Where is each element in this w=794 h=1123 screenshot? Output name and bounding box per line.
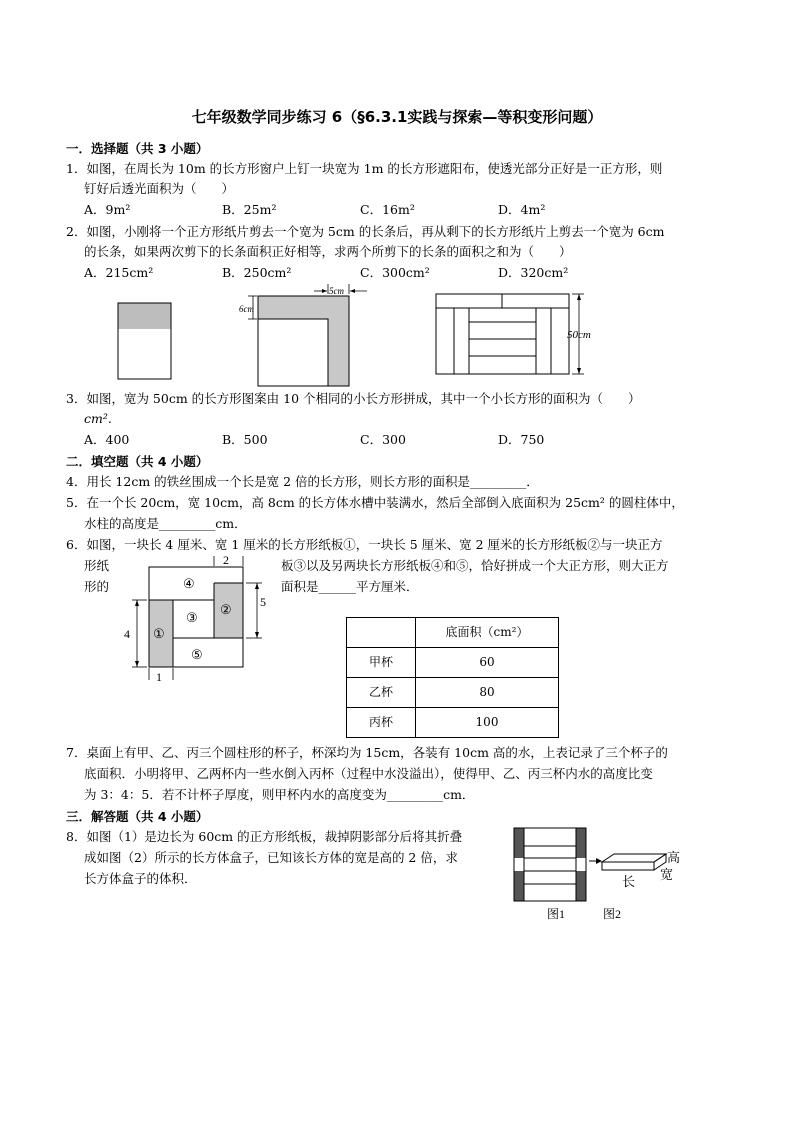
table-row bbox=[347, 618, 559, 648]
table-cell: 甲杯 bbox=[347, 648, 416, 678]
table-cell: 100 bbox=[416, 708, 559, 738]
figures-row bbox=[110, 282, 600, 388]
q6-left3: 形的 bbox=[84, 579, 110, 594]
table-row bbox=[347, 648, 559, 678]
section-choice-heading: 一．选择题（共 3 小题） bbox=[66, 141, 209, 156]
square-cut-figure bbox=[239, 284, 367, 386]
q6-right3: 面积是______平方厘米． bbox=[281, 579, 419, 594]
window-figure bbox=[118, 303, 171, 379]
piece-1-label: ① bbox=[153, 626, 165, 641]
dim-4: 4 bbox=[124, 627, 130, 641]
q3-option-c: C．300 bbox=[360, 432, 406, 447]
q1-option-a: A．9m² bbox=[84, 202, 131, 217]
q3-line1: 3．如图，宽为 50cm 的长方形图案由 10 个相同的小长方形拼成，其中一个小长方形的面积为（ ） bbox=[66, 391, 641, 406]
piece-4-label: ④ bbox=[183, 576, 195, 591]
q1-option-c: C．16m² bbox=[360, 202, 415, 217]
q6-right2: 板③以及另两块长方形纸板④和⑤，恰好拼成一个大正方形，则大正方 bbox=[281, 558, 669, 573]
q1-option-b: B．25m² bbox=[222, 202, 277, 217]
q2-options bbox=[84, 263, 644, 282]
label-50cm: 50cm bbox=[567, 329, 591, 341]
q1-line2: 钉好后透光面积为（ ） bbox=[84, 181, 235, 196]
cup-area-table bbox=[346, 617, 559, 738]
table-cell: 80 bbox=[416, 678, 559, 708]
q3-line2: cm². bbox=[84, 411, 112, 426]
q6-left2: 形纸 bbox=[84, 558, 110, 573]
piece-3-label: ③ bbox=[186, 610, 198, 625]
q6-line1: 6．如图，一块长 4 厘米、宽 1 厘米的长方形纸板①，一块长 5 厘米、宽 2 厘米的长方形纸板②与一块正方 bbox=[66, 537, 663, 552]
table-header-cell: 底面积（cm²） bbox=[416, 618, 559, 648]
dim-2: 2 bbox=[223, 553, 229, 567]
table-row bbox=[347, 678, 559, 708]
label-height: 高 bbox=[667, 850, 681, 865]
q3-option-b: B．500 bbox=[222, 432, 268, 447]
label-length: 长 bbox=[622, 874, 636, 889]
q8-line1: 8．如图（1）是边长为 60cm 的正方形纸板，裁掉阴影部分后将其折叠 bbox=[66, 829, 463, 844]
table-row bbox=[347, 708, 559, 738]
q1-line1: 1．如图，在周长为 10m 的长方形窗户上钉一块宽为 1m 的长方形遮阳布，使透光部分正好是一正方形，则 bbox=[66, 161, 663, 176]
label-width: 宽 bbox=[660, 867, 674, 882]
q8-line3: 长方体盒子的体积． bbox=[84, 871, 197, 886]
q7-line1: 7．桌面上有甲、乙、丙三个圆柱形的杯子，杯深均为 15cm，各装有 10cm 高的水，上表记录了三个杯子的 bbox=[66, 745, 668, 760]
piece-2-label: ② bbox=[220, 602, 232, 617]
q7-line2: 底面积．小明将甲、乙两杯内一些水倒入丙杯（过程中水没溢出），使得甲、乙、丙三杯内水的高度比变 bbox=[84, 766, 653, 781]
q1-option-d: D．4m² bbox=[498, 202, 546, 217]
label-5cm: 5cm bbox=[329, 286, 344, 296]
q2-line2: 的长条，如果两次剪下的长条面积正好相等，求两个所剪下的长条的面积之和为（ ） bbox=[84, 244, 572, 259]
q5-line2: 水柱的高度是_________cm． bbox=[84, 516, 247, 531]
q3-option-d: D．750 bbox=[498, 432, 545, 447]
q2-option-a: A．215cm² bbox=[84, 265, 154, 280]
q6-square-figure bbox=[120, 552, 280, 684]
q1-options bbox=[84, 200, 644, 219]
q4-line1: 4．用长 12cm 的铁丝围成一个长是宽 2 倍的长方形，则长方形的面积是_________． bbox=[66, 474, 539, 489]
q5-line1: 5．在一个长 20cm，宽 10cm，高 8cm 的长方体水槽中装满水，然后全部倒入底面积为 25cm² 的圆柱体中， bbox=[66, 495, 684, 510]
q3-options bbox=[84, 430, 644, 449]
q2-option-d: D．320cm² bbox=[498, 265, 569, 280]
dim-1: 1 bbox=[156, 670, 162, 684]
q2-option-b: B．250cm² bbox=[222, 265, 292, 280]
label-6cm: 6cm bbox=[239, 304, 254, 314]
q7-line3: 为 3：4：5．若不计杯子厚度，则甲杯内水的高度变为_________cm． bbox=[84, 787, 475, 802]
q8-box-figure bbox=[510, 824, 700, 922]
table-header-cell bbox=[347, 618, 416, 648]
rectangle-pattern-figure bbox=[436, 294, 584, 374]
piece-5-label: ⑤ bbox=[191, 647, 203, 662]
q2-line1: 2．如图，小刚将一个正方形纸片剪去一个宽为 5cm 的长条后，再从剩下的长方形纸片上剪去一个宽为 6cm bbox=[66, 224, 665, 239]
q3-option-a: A．400 bbox=[84, 432, 130, 447]
dim-5: 5 bbox=[260, 595, 266, 609]
table-cell: 丙杯 bbox=[347, 708, 416, 738]
table-cell: 60 bbox=[416, 648, 559, 678]
q8-line2: 成如图（2）所示的长方体盒子，已知该长方体的宽是高的 2 倍，求 bbox=[84, 850, 458, 865]
q2-option-c: C．300cm² bbox=[360, 265, 430, 280]
section-answer-heading: 三．解答题（共 4 小题） bbox=[66, 809, 209, 824]
figure-2-caption: 图2 bbox=[603, 907, 622, 921]
section-fill-heading: 二．填空题（共 4 小题） bbox=[66, 454, 209, 469]
page-title: 七年级数学同步练习 6（§6.3.1实践与探索—等积变形问题） bbox=[191, 108, 603, 126]
table-cell: 乙杯 bbox=[347, 678, 416, 708]
figure-1-caption: 图1 bbox=[547, 907, 566, 921]
